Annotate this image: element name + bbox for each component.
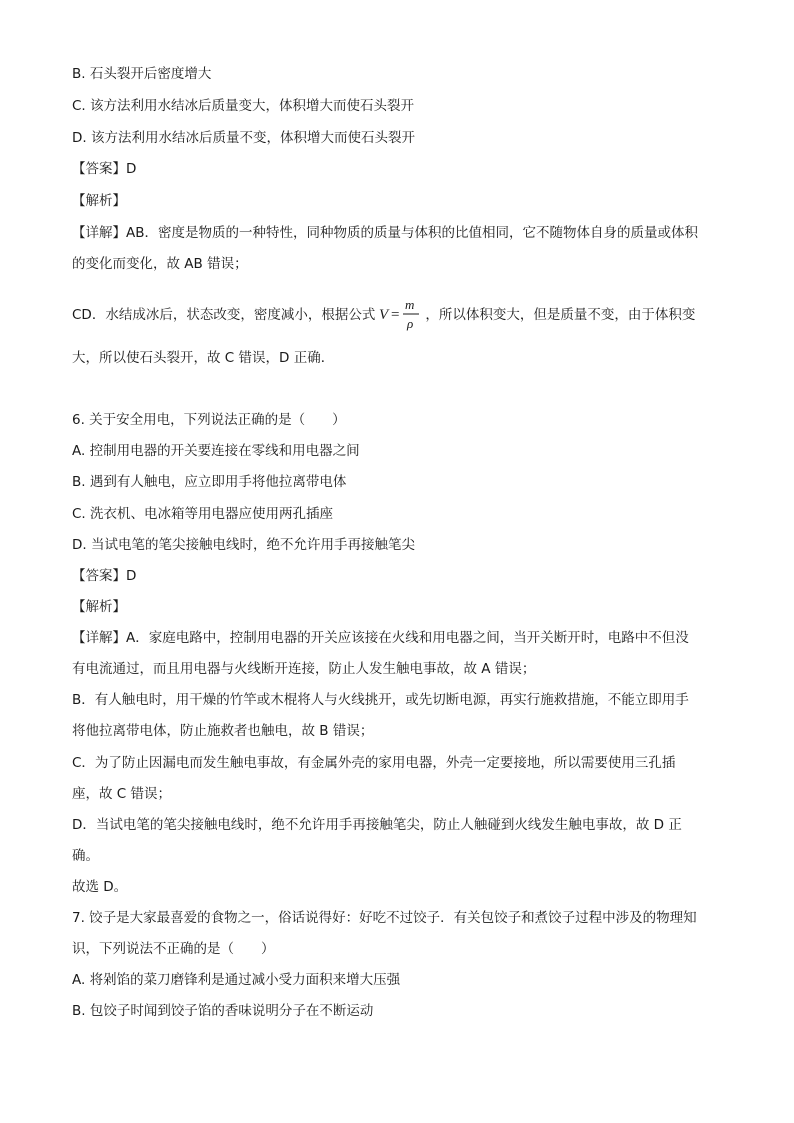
density-formula — [377, 296, 423, 334]
q6-detail-b-line-1: B．有人触电时，用干燥的竹竿或木棍将人与火线挑开，或先切断电源，再实行施救措施，不能立即用手 — [72, 692, 689, 708]
q5-detail-line-2: 的变化而变化，故 AB 错误； — [72, 256, 248, 272]
q6-detail-a-line-1: 【详解】A．家庭电路中，控制用电器的开关应该接在火线和用电器之间，当开关断开时，电路中不但没 — [72, 630, 689, 646]
q6-option-c: C. 洗衣机、电冰箱等用电器应使用两孔插座 — [72, 506, 334, 522]
q6-stem: 6. 关于安全用电，下列说法正确的是（ ） — [72, 412, 346, 428]
q5-option-b: B. 石头裂开后密度增大 — [72, 66, 212, 82]
q5-answer: 【答案】D — [72, 161, 137, 177]
q5-detail-line-1: 【详解】AB．密度是物质的一种特性，同种物质的质量与体积的比值相同，它不随物体自身的质量或体积 — [72, 225, 698, 241]
q6-detail-d-line-2: 确。 — [72, 848, 99, 864]
q5-analysis-label: 【解析】 — [72, 193, 126, 209]
q6-detail-b-line-2: 将他拉离带电体，防止施救者也触电，故 B 错误； — [72, 723, 374, 739]
q6-analysis-label: 【解析】 — [72, 599, 126, 615]
q6-detail-a-line-2: 有电流通过，而且用电器与火线断开连接，防止人发生触电事故，故 A 错误； — [72, 661, 536, 677]
q6-option-a: A. 控制用电器的开关要连接在零线和用电器之间 — [72, 443, 360, 459]
q6-detail-c-line-1: C．为了防止因漏电而发生触电事故，有金属外壳的家用电器，外壳一定要接地，所以需要使用三孔插 — [72, 755, 676, 771]
q7-stem-line-2: 识，下列说法不正确的是（ ） — [72, 941, 275, 957]
formula-svg — [377, 296, 423, 334]
formula-denominator: ρ — [407, 316, 414, 331]
q6-detail-d-line-1: D．当试电笔的笔尖接触电线时，绝不允许用手再接触笔尖，防止人触碰到火线发生触电事故，故 D 正 — [72, 817, 682, 833]
formula-numerator: m — [405, 297, 415, 312]
q5-detail-line-3-after: ，所以体积变大，但是质量不变，由于体积变 — [425, 307, 696, 323]
q5-detail-line-3 — [72, 296, 695, 334]
q5-detail-line-3-before: CD．水结成冰后，状态改变，密度减小，根据公式 — [72, 307, 376, 323]
q5-option-c: C. 该方法利用水结冰后质量变大，体积增大而使石头裂开 — [72, 98, 415, 114]
q6-detail-c-line-2: 座，故 C 错误； — [72, 786, 172, 802]
q7-stem-line-1: 7. 饺子是大家最喜爱的食物之一，俗话说得好：好吃不过饺子．有关包饺子和煮饺子过程中涉及的物理知 — [72, 910, 697, 926]
q7-option-b: B. 包饺子时闻到饺子馅的香味说明分子在不断运动 — [72, 1003, 374, 1019]
q6-conclusion: 故选 D。 — [72, 879, 128, 895]
q6-answer: 【答案】D — [72, 568, 137, 584]
q7-option-a: A. 将剁馅的菜刀磨锋利是通过减小受力面积来增大压强 — [72, 972, 401, 988]
q5-option-d: D. 该方法利用水结冰后质量不变，体积增大而使石头裂开 — [72, 130, 415, 146]
q6-option-d: D. 当试电笔的笔尖接触电线时，绝不允许用手再接触笔尖 — [72, 537, 415, 553]
formula-lhs: V — [379, 307, 389, 323]
q6-option-b: B. 遇到有人触电，应立即用手将他拉离带电体 — [72, 474, 347, 490]
q5-detail-line-4: 大，所以使石头裂开，故 C 错误，D 正确． — [72, 350, 335, 366]
formula-equals: = — [391, 307, 400, 323]
